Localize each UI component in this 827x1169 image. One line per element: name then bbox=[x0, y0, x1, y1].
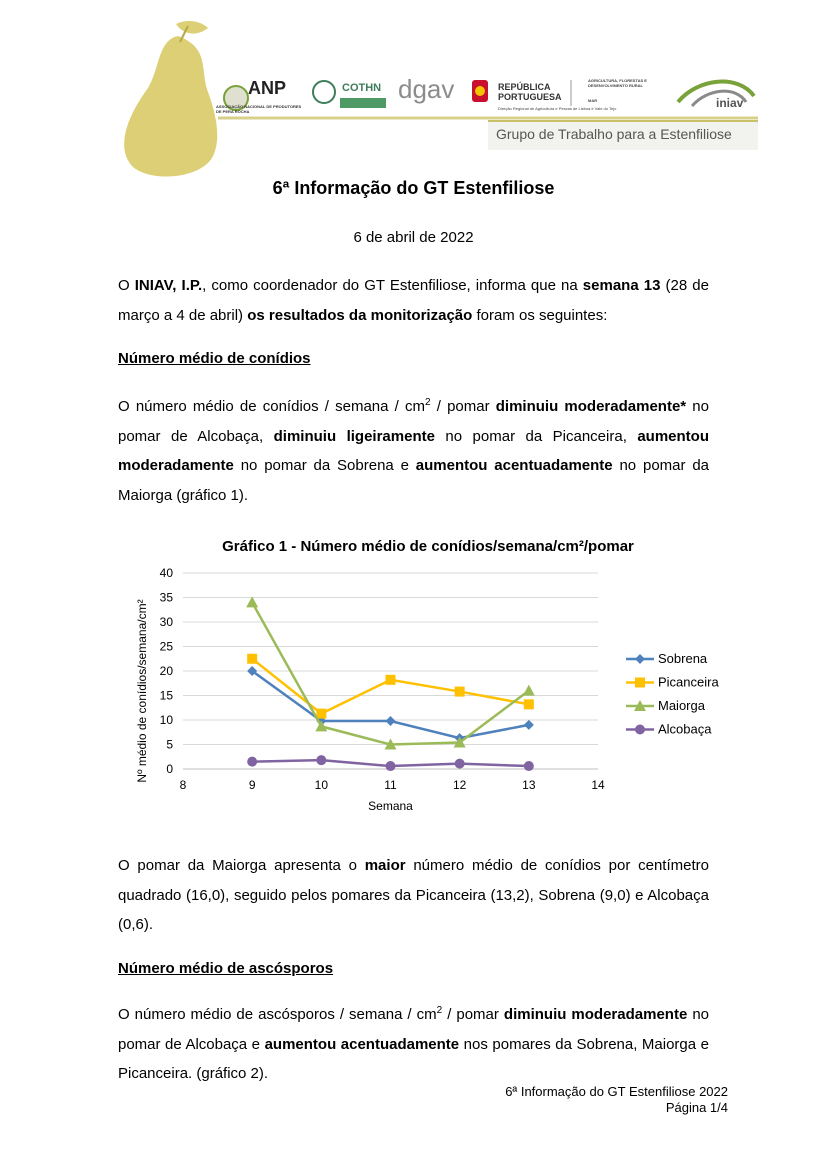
data-point bbox=[316, 709, 326, 719]
data-point bbox=[386, 761, 396, 771]
drap-label: Direção Regional de Agricultura e Pescas de Lisboa e Vale do Tejo bbox=[498, 106, 617, 111]
data-point bbox=[246, 596, 258, 607]
x-tick-label: 11 bbox=[384, 778, 397, 792]
x-tick-label: 12 bbox=[452, 778, 467, 792]
legend-marker bbox=[635, 678, 645, 688]
footer-page-number: Página 1/4 bbox=[665, 1100, 728, 1115]
data-point bbox=[247, 654, 257, 664]
data-point bbox=[455, 759, 465, 769]
mar-label: MAR bbox=[588, 98, 598, 103]
legend-marker bbox=[635, 725, 645, 735]
document-title: 6ª Informação do GT Estenfiliose bbox=[272, 178, 555, 198]
x-tick-label: 13 bbox=[522, 778, 536, 792]
x-tick-label: 10 bbox=[314, 778, 329, 792]
y-tick-label: 25 bbox=[159, 639, 173, 654]
republica-logo: REPÚBLICA PORTUGUESA bbox=[498, 82, 562, 102]
ascosporos-paragraph: O número médio de ascósporos / semana / $cm^2$ / pomar diminuiu moderadamente no pomar de Alcobaça e aumentou acentuadamente nos pomares da Sobrena, Maiorga e Picanceira. (gráfico 2). bbox=[118, 1005, 710, 1082]
ministry-label: AGRICULTURA, FLORESTAS E DESENVOLVIMENTO RURAL bbox=[588, 78, 647, 88]
legend-label: Alcobaça bbox=[658, 721, 712, 737]
data-point bbox=[386, 716, 396, 726]
y-tick-label: 0 bbox=[166, 762, 173, 776]
dgav-logo: dgav bbox=[398, 74, 455, 104]
footer-doc-name: 6ª Informação do GT Estenfiliose 2022 bbox=[505, 1084, 728, 1099]
maiorga-paragraph: O pomar da Maiorga apresenta o maior número médio de conídios por centímetro quadrado (16,0), seguido pelos pomares da Picanceira (13,2), Sobrena (9,0) e Alcobaça (0,6). bbox=[118, 857, 709, 933]
y-axis-label: Nº médio de conídios/semana/cm² bbox=[135, 599, 149, 783]
data-point bbox=[316, 755, 326, 765]
data-point bbox=[524, 720, 534, 730]
chart-title: Gráfico 1 - Número médio de conídios/semana/cm²/pomar bbox=[222, 538, 634, 555]
legend-label: Sobrena bbox=[658, 651, 708, 666]
data-point bbox=[523, 685, 535, 696]
series-line-picanceira bbox=[252, 659, 529, 714]
y-tick-label: 5 bbox=[166, 737, 173, 752]
cothn-logo: COTHN bbox=[342, 82, 382, 94]
document-date: 6 de abril de 2022 bbox=[353, 229, 474, 246]
chart-1 bbox=[118, 556, 738, 818]
section-heading-ascosporos: Número médio de ascósporos bbox=[118, 960, 334, 977]
gt-banner-text: Grupo de Trabalho para a Estenfiliose bbox=[496, 126, 732, 142]
anp-logo-subtitle: ASSOCIAÇÃO NACIONAL DE PRODUTORES DE PERA ROCHA bbox=[216, 104, 302, 114]
intro-paragraph: O INIAV, I.P., como coordenador do GT Estenfiliose, informa que na semana 13 (28 de março a 4 de abril) os resultados da monitorização foram os seguintes: bbox=[118, 277, 709, 324]
legend-label: Picanceira bbox=[658, 674, 719, 690]
data-point bbox=[386, 675, 396, 685]
conidios-paragraph: O número médio de conídios / semana / $cm^2$ / pomar diminuiu moderadamente* no pomar de Alcobaça, diminuiu ligeiramente no pomar da Picanceira, aumentou moderadamente no pomar da Sobrena e aumentou acentuadamente no pomar da Maiorga (gráfico 1). bbox=[118, 397, 709, 504]
y-tick-label: 15 bbox=[159, 688, 173, 703]
section-heading-conidios: Número médio de conídios bbox=[118, 350, 311, 367]
legend-marker bbox=[635, 654, 645, 664]
y-tick-label: 10 bbox=[159, 713, 173, 727]
iniav-logo: iniav bbox=[716, 96, 744, 110]
y-tick-label: 35 bbox=[159, 590, 173, 605]
data-point bbox=[524, 761, 534, 771]
x-tick-label: 9 bbox=[248, 778, 256, 792]
page-header bbox=[118, 18, 758, 178]
anp-logo: ANP bbox=[248, 78, 287, 98]
legend-label: Maiorga bbox=[658, 698, 705, 713]
data-point bbox=[524, 699, 534, 709]
x-tick-label: 8 bbox=[179, 778, 187, 792]
y-tick-label: 30 bbox=[159, 615, 173, 629]
gt-banner bbox=[488, 120, 758, 150]
data-point bbox=[455, 687, 465, 697]
x-tick-label: 14 bbox=[591, 778, 605, 792]
data-point bbox=[247, 757, 257, 767]
x-axis-label: Semana bbox=[368, 799, 413, 813]
y-tick-label: 20 bbox=[159, 664, 173, 678]
y-tick-label: 40 bbox=[159, 566, 173, 580]
